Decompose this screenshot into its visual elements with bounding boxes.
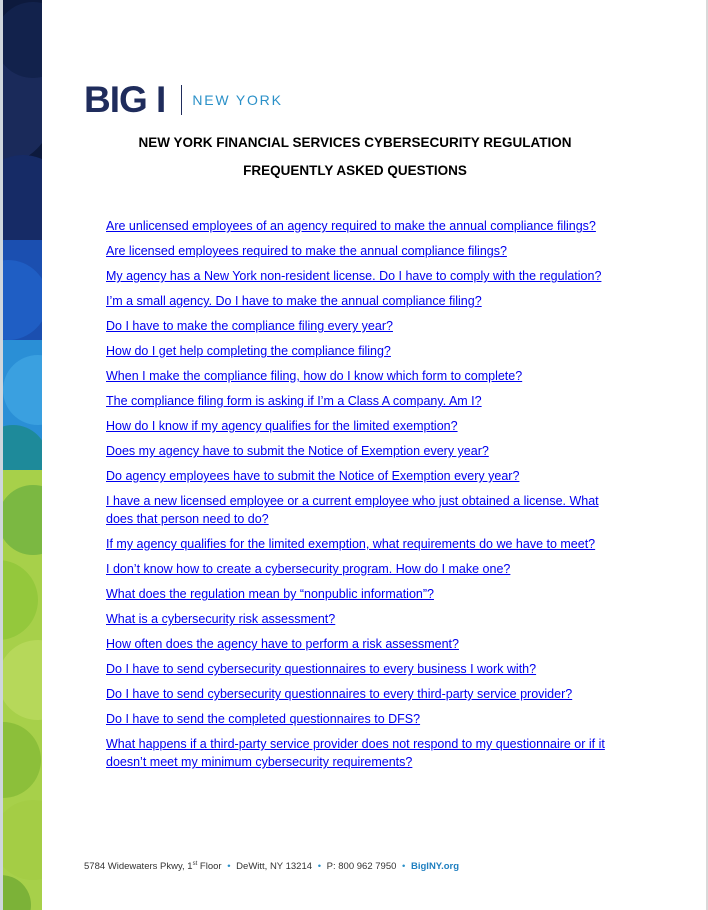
footer-floor: Floor [197, 861, 222, 873]
faq-item [106, 660, 616, 678]
faq-link[interactable]: My agency has a New York non-resident license. Do I have to comply with the regulation? [106, 269, 602, 283]
faq-item [106, 635, 616, 653]
faq-link[interactable]: How do I get help completing the compliance filing? [106, 344, 391, 358]
faq-item [106, 685, 616, 703]
footer-street-suffix: st [192, 861, 198, 867]
faq-item [106, 610, 616, 628]
faq-link[interactable]: Do I have to send cybersecurity questionnaires to every business I work with? [106, 662, 537, 676]
faq-item [106, 492, 616, 528]
decorative-side-band [3, 0, 42, 910]
faq-link[interactable]: Are unlicensed employees of an agency required to make the annual compliance filings? [106, 219, 596, 233]
footer-phone: P: 800 962 7950 [326, 861, 397, 873]
faq-item [106, 560, 616, 578]
bullet-separator: • [402, 861, 406, 873]
big-i-logo [84, 80, 283, 120]
faq-item [106, 317, 616, 335]
page-subtitle: FREQUENTLY ASKED QUESTIONS [243, 163, 467, 178]
bullet-separator: • [317, 861, 322, 873]
faq-link[interactable]: How do I know if my agency qualifies for the limited exemption? [106, 419, 458, 433]
faq-link[interactable]: What does the regulation mean by “nonpublic information”? [106, 587, 434, 601]
faq-link[interactable]: Does my agency have to submit the Notice of Exemption every year? [106, 444, 489, 458]
faq-item [106, 417, 616, 435]
footer-city: DeWitt, NY 13214 [236, 861, 313, 873]
faq-link[interactable]: Do I have to send the completed questionnaires to DFS? [106, 712, 421, 726]
faq-item [106, 442, 616, 460]
faq-link[interactable]: When I make the compliance filing, how do I know which form to complete? [106, 369, 523, 383]
footer-street: 5784 Widewaters Pkwy, 1 [84, 861, 193, 873]
faq-item [106, 242, 616, 260]
footer-address [84, 861, 644, 872]
faq-link[interactable]: I’m a small agency. Do I have to make the annual compliance filing? [106, 294, 482, 308]
faq-item [106, 585, 616, 603]
faq-link[interactable]: I don’t know how to create a cybersecurity program. How do I make one? [106, 562, 511, 576]
faq-item [106, 217, 616, 235]
faq-link[interactable]: If my agency qualifies for the limited exemption, what requirements do we have to meet? [106, 537, 596, 551]
faq-link[interactable]: What is a cybersecurity risk assessment? [106, 612, 336, 626]
faq-item [106, 467, 616, 485]
faq-item [106, 392, 616, 410]
faq-link[interactable]: What happens if a third-party service provider does not respond to my questionnaire or if it doesn’t meet my minimum cybersecurity requirements? [106, 737, 605, 769]
footer-website[interactable]: BigINY.org [411, 861, 460, 873]
faq-item [106, 535, 616, 553]
faq-item [106, 367, 616, 385]
faq-item [106, 342, 616, 360]
logo-text: BIG I [84, 79, 166, 120]
page-title: NEW YORK FINANCIAL SERVICES CYBERSECURITY REGULATION [138, 135, 572, 150]
faq-link[interactable]: Do I have to make the compliance filing every year? [106, 319, 393, 333]
faq-link[interactable]: I have a new licensed employee or a current employee who just obtained a license. What does that person need to do? [106, 494, 599, 526]
faq-list [106, 217, 616, 778]
faq-item [106, 710, 616, 728]
faq-item [106, 735, 616, 771]
faq-link[interactable]: The compliance filing form is asking if I’m a Class A company. Am I? [106, 394, 482, 408]
logo-region: NEW YORK [192, 92, 283, 108]
faq-link[interactable]: Are licensed employees required to make the annual compliance filings? [106, 244, 507, 258]
faq-item [106, 292, 616, 310]
faq-link[interactable]: Do agency employees have to submit the Notice of Exemption every year? [106, 469, 520, 483]
logo-divider [181, 85, 182, 115]
faq-item [106, 267, 616, 285]
faq-link[interactable]: How often does the agency have to perform a risk assessment? [106, 637, 459, 651]
bullet-separator: • [227, 861, 231, 873]
faq-link[interactable]: Do I have to send cybersecurity questionnaires to every third-party service provider? [106, 687, 573, 701]
